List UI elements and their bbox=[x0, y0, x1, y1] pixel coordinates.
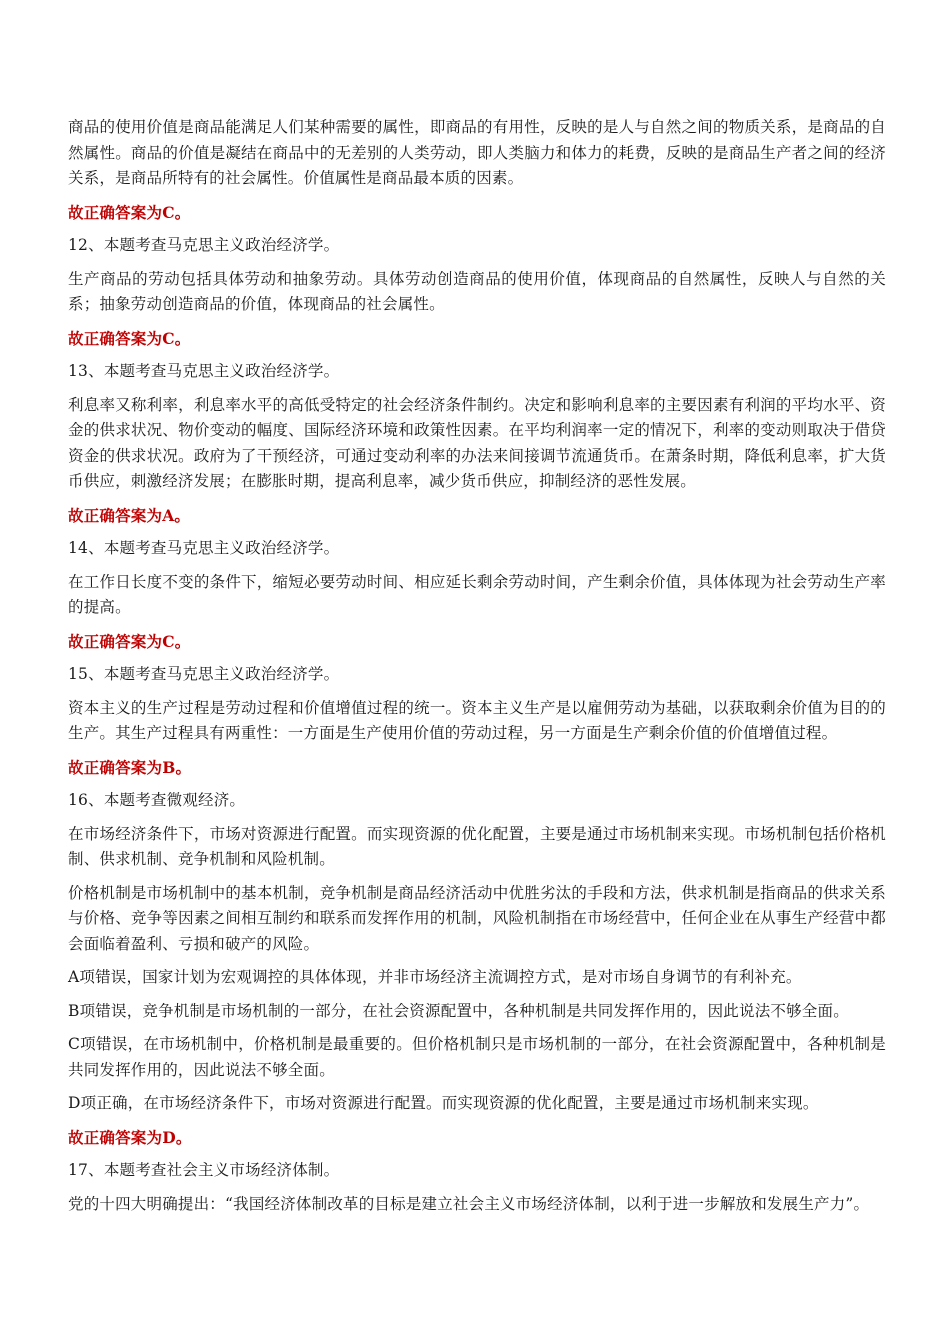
question-heading: 13、本题考查马克思主义政治经济学。 bbox=[68, 362, 340, 380]
question-heading: 15、本题考查马克思主义政治经济学。 bbox=[68, 665, 340, 683]
paragraph: 利息率又称利率，利息率水平的高低受特定的社会经济条件制约。决定和影响利息率的主要因素有利润的平均水平、资金的供求状况、物价变动的幅度、国际经济环境和政策性因素。在平均利润率一定的情况下，利率的变动则取决于借贷资金的供求状况。政府为了干预经济，可通过变动利率的办法来间接调节流通货币。在萧条时期，降低利息率，扩大货币供应，刺激经济发展；在膨胀时期，提高利息率，减少货币供应，抑制经济的恶性发展。 bbox=[68, 395, 886, 490]
question-heading: 12、本题考查马克思主义政治经济学。 bbox=[68, 236, 340, 254]
paragraph: 价格机制是市场机制中的基本机制，竞争机制是商品经济活动中优胜劣汰的手段和方法，供求机制是指商品的供求关系与价格、竞争等因素之间相互制约和联系而发挥作用的机制，风险机制指在市场经营中，任何企业在从事生产经营中都会面临着盈利、亏损和破产的风险。 bbox=[68, 883, 886, 953]
answer-line: 故正确答案为C。 bbox=[68, 328, 191, 348]
answer-line: 故正确答案为B。 bbox=[68, 757, 192, 777]
paragraph: 在工作日长度不变的条件下，缩短必要劳动时间、相应延长剩余劳动时间，产生剩余价值，具体体现为社会劳动生产率的提高。 bbox=[68, 572, 886, 616]
paragraph: 党的十四大明确提出：“我国经济体制改革的目标是建立社会主义市场经济体制，以利于进一步解放和发展生产力”。 bbox=[68, 1194, 870, 1213]
paragraph: 在市场经济条件下，市场对资源进行配置。而实现资源的优化配置，主要是通过市场机制来实现。市场机制包括价格机制、供求机制、竞争机制和风险机制。 bbox=[68, 824, 886, 868]
option-analysis-a: A项错误，国家计划为宏观调控的具体体现，并非市场经济主流调控方式，是对市场自身调节的有利补充。 bbox=[68, 968, 802, 986]
paragraph: 资本主义的生产过程是劳动过程和价值增值过程的统一。资本主义生产是以雇佣劳动为基础，以获取剩余价值为目的的生产。其生产过程具有两重性：一方面是生产使用价值的劳动过程，另一方面是生产剩余价值的价值增值过程。 bbox=[68, 698, 886, 742]
option-analysis-b: B项错误，竞争机制是市场机制的一部分，在社会资源配置中，各种机制是共同发挥作用的，因此说法不够全面。 bbox=[68, 1001, 849, 1020]
answer-line: 故正确答案为A。 bbox=[68, 505, 191, 525]
question-heading: 14、本题考查马克思主义政治经济学。 bbox=[68, 539, 340, 557]
option-analysis-d: D项正确，在市场经济条件下，市场对资源进行配置。而实现资源的优化配置，主要是通过市场机制来实现。 bbox=[68, 1094, 819, 1112]
paragraph: 商品的使用价值是商品能满足人们某种需要的属性，即商品的有用性，反映的是人与自然之间的物质关系，是商品的自然属性。商品的价值是凝结在商品中的无差别的人类劳动，即人类脑力和体力的耗费，反映的是商品生产者之间的经济关系，是商品所特有的社会属性。价值属性是商品最本质的因素。 bbox=[68, 118, 886, 187]
answer-line: 故正确答案为D。 bbox=[68, 1127, 192, 1147]
option-analysis-c: C项错误，在市场机制中，价格机制是最重要的。但价格机制只是市场机制的一部分，在社会资源配置中，各种机制是共同发挥作用的，因此说法不够全面。 bbox=[68, 1035, 886, 1079]
answer-line: 故正确答案为C。 bbox=[68, 202, 191, 222]
question-heading: 16、本题考查微观经济。 bbox=[68, 791, 246, 809]
question-heading: 17、本题考查社会主义市场经济体制。 bbox=[68, 1161, 340, 1179]
answer-line: 故正确答案为C。 bbox=[68, 631, 191, 651]
paragraph: 生产商品的劳动包括具体劳动和抽象劳动。具体劳动创造商品的使用价值，体现商品的自然属性，反映人与自然的关系；抽象劳动创造商品的价值，体现商品的社会属性。 bbox=[68, 269, 886, 313]
document-body bbox=[68, 115, 886, 1225]
